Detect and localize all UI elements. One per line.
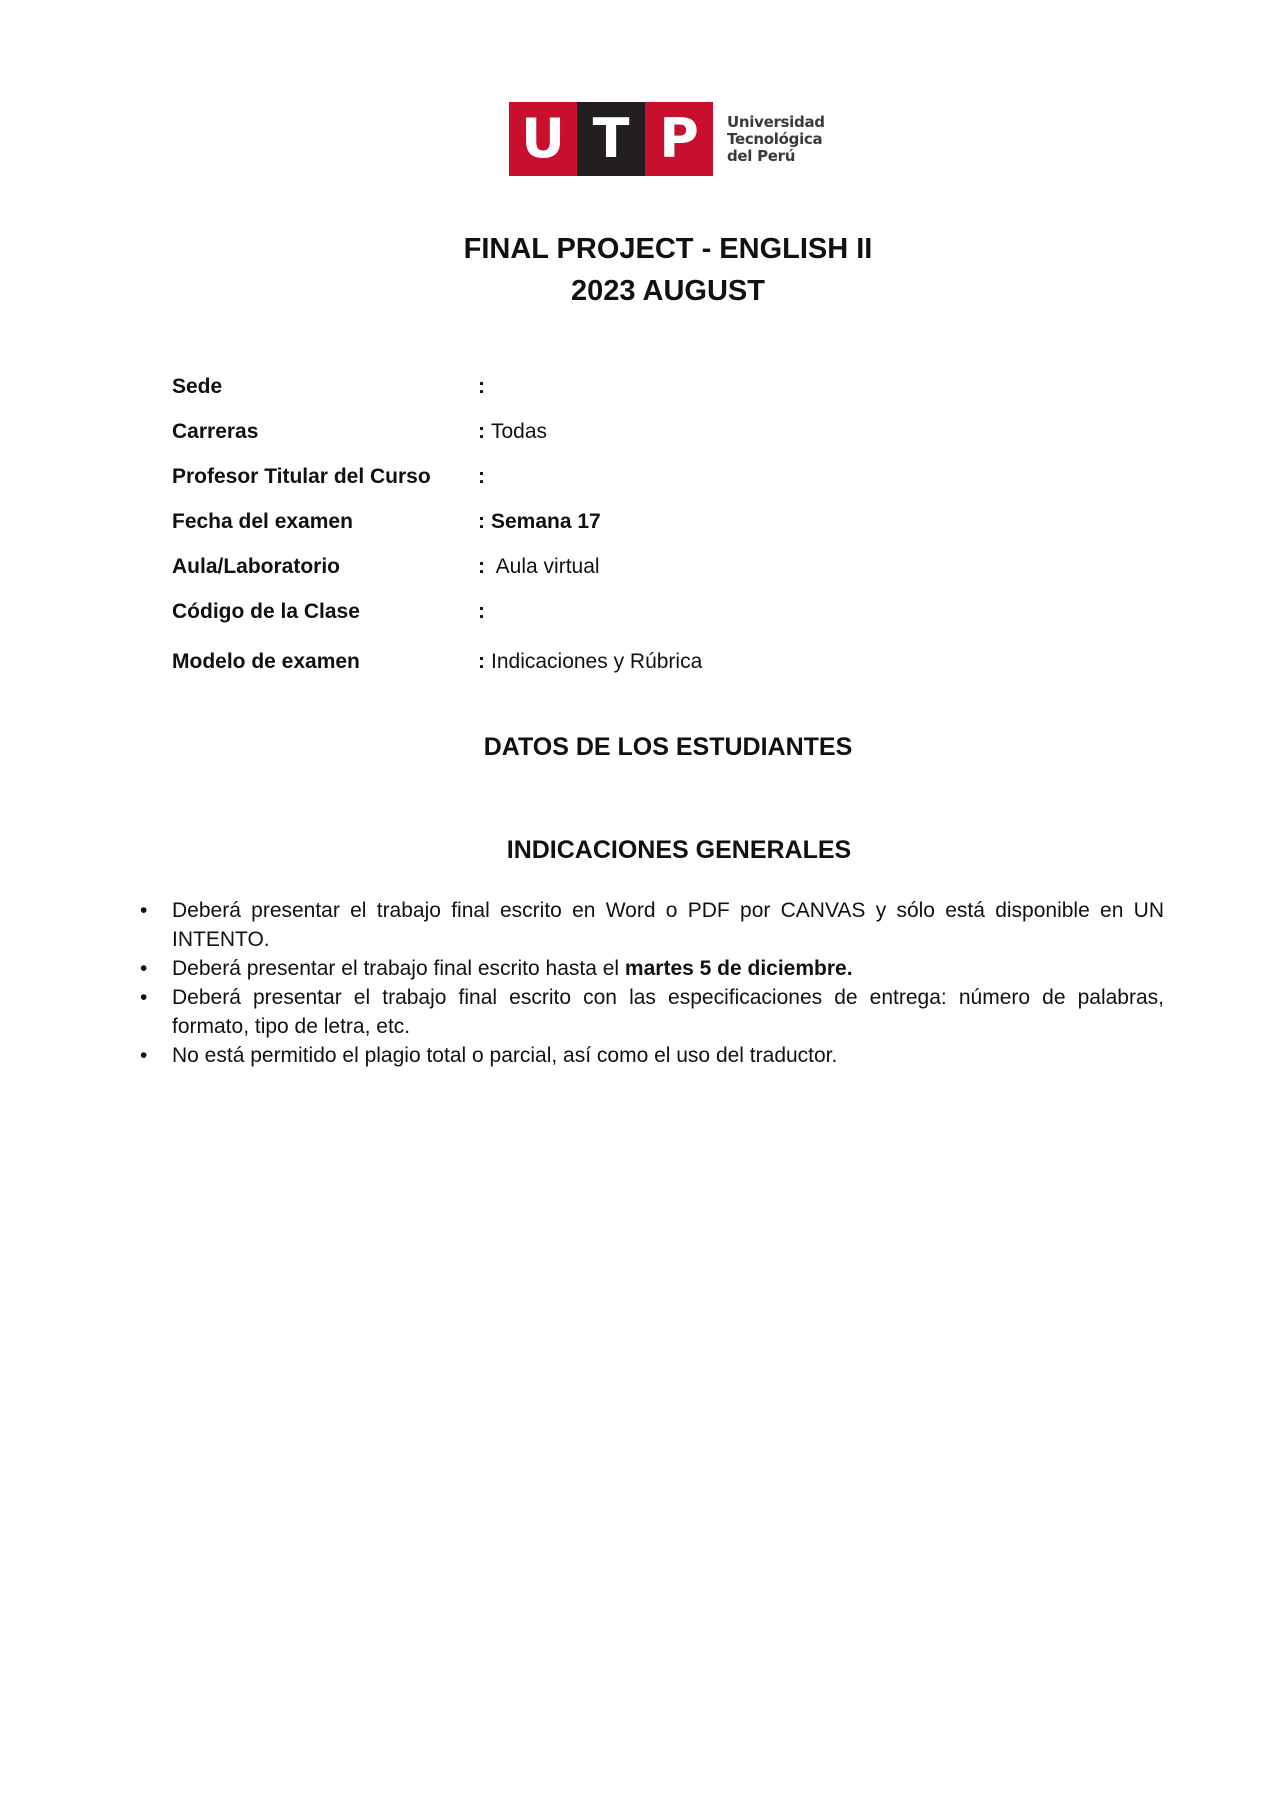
info-value: Todas <box>491 419 548 443</box>
list-item-text: No está permitido el plagio total o parcial, así como el uso del traductor. <box>172 1044 838 1067</box>
bullet-icon: • <box>140 957 148 980</box>
document-title: FINAL PROJECT - ENGLISH II <box>463 233 873 265</box>
logo-letter-t: T <box>577 102 645 176</box>
info-row-sede <box>172 364 1072 409</box>
logo-name-line: del Perú <box>727 146 796 165</box>
info-row-fecha <box>172 499 1072 544</box>
bullet-icon: • <box>140 1044 148 1067</box>
info-label: Sede <box>172 374 223 398</box>
info-colon: : <box>478 419 485 443</box>
info-colon: : <box>478 464 485 488</box>
list-item <box>140 954 1164 983</box>
info-value: Indicaciones y Rúbrica <box>491 650 703 673</box>
info-label: Código de la Clase <box>172 599 360 623</box>
bullet-icon: • <box>140 986 148 1009</box>
info-row-aula <box>172 544 1072 589</box>
logo-name-line: Universidad <box>727 112 825 131</box>
document-subtitle: 2023 AUGUST <box>571 275 765 307</box>
bullet-icon: • <box>140 899 148 922</box>
info-row-carreras <box>172 409 1072 454</box>
logo-letter-u: U <box>509 102 577 176</box>
students-heading: DATOS DE LOS ESTUDIANTES <box>483 733 853 761</box>
utp-logo-mark <box>509 102 713 176</box>
info-colon: : <box>478 554 485 578</box>
info-value: Semana 17 <box>491 509 601 533</box>
general-instructions-heading: INDICACIONES GENERALES <box>506 836 852 864</box>
list-item <box>140 983 1164 1041</box>
list-item-text: Deberá presentar el trabajo final escrito con las especificaciones de entrega: número de palabras, formato, tipo de letra, etc. <box>172 986 1164 1038</box>
info-row-codigo <box>172 589 1072 634</box>
list-item-text: Deberá presentar el trabajo final escrito hasta el <box>172 957 625 980</box>
info-colon: : <box>478 374 485 398</box>
utp-logo-name <box>727 114 825 165</box>
list-item <box>140 896 1164 954</box>
info-label: Carreras <box>172 419 259 443</box>
info-value: Aula virtual <box>491 554 600 578</box>
info-colon: : <box>478 650 485 673</box>
info-label: Profesor Titular del Curso <box>172 464 431 488</box>
utp-logo <box>509 102 825 176</box>
list-item-text: Deberá presentar el trabajo final escrito en Word o PDF por CANVAS y sólo está disponible en UN INTENTO. <box>172 899 1164 951</box>
exam-info <box>172 364 1072 686</box>
info-label: Aula/Laboratorio <box>172 554 341 578</box>
info-colon: : <box>478 599 485 623</box>
logo-letter-p: P <box>645 102 713 176</box>
list-item-deadline: martes 5 de diciembre. <box>624 957 853 980</box>
list-item <box>140 1041 1164 1070</box>
info-row-profesor <box>172 454 1072 499</box>
info-colon: : <box>478 509 485 533</box>
info-label: Fecha del examen <box>172 509 353 533</box>
instructions-list <box>140 896 1164 1070</box>
info-row-modelo <box>172 638 1072 686</box>
logo-name-line: Tecnológica <box>727 129 823 148</box>
info-label: Modelo de examen <box>172 650 360 673</box>
